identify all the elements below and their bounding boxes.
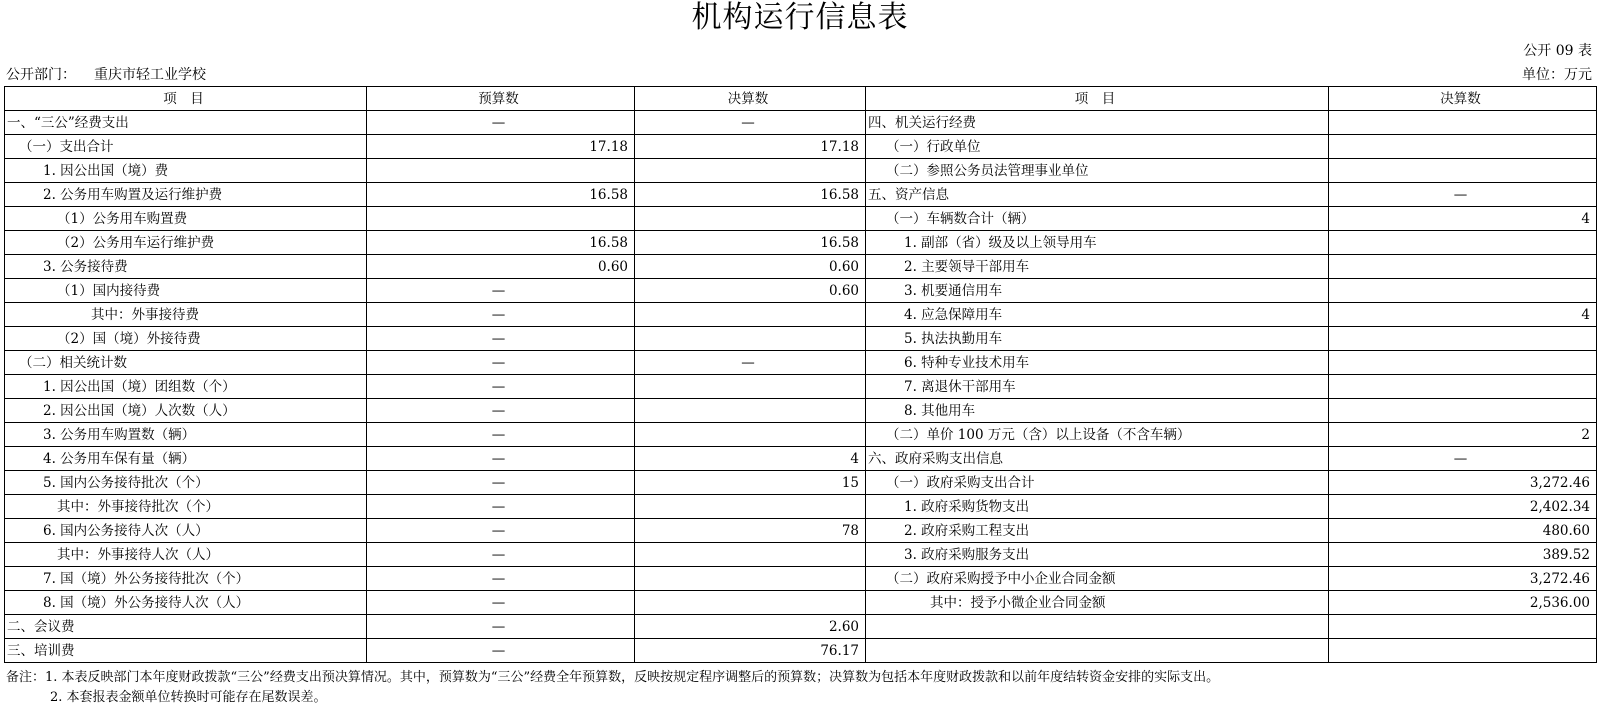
header-item: 项 目 — [5, 87, 367, 111]
row-item-right — [866, 615, 1329, 639]
row-budget: 17.18 — [367, 135, 635, 159]
row-item-right: 5. 执法执勤用车 — [866, 327, 1329, 351]
row-final-right — [1329, 111, 1597, 135]
row-final — [635, 375, 866, 399]
row-item: （2）公务用车运行维护费 — [5, 231, 367, 255]
row-item: 6. 国内公务接待人次（人） — [5, 519, 367, 543]
row-item-right: 6. 特种专业技术用车 — [866, 351, 1329, 375]
row-item: 1. 因公出国（境）费 — [5, 159, 367, 183]
note-line-1: 备注：1. 本表反映部门本年度财政拨款“三公”经费支出预决算情况。其中，预算数为“三公”经费全年预算数，反映按规定程序调整后的预算数；决算数为包括本年度财政拨款和以前年度结转资金安排的实际支出。 — [6, 670, 1220, 685]
row-item-right: 五、资产信息 — [866, 183, 1329, 207]
row-final: 16.58 — [635, 183, 866, 207]
row-final-right: — — [1329, 447, 1597, 471]
unit-label: 单位：万元 — [1522, 67, 1592, 83]
table-row — [5, 423, 1597, 447]
row-item-right: （二）政府采购授予中小企业合同金额 — [866, 567, 1329, 591]
row-final-right — [1329, 279, 1597, 303]
row-final: 15 — [635, 471, 866, 495]
row-item-right: 四、机关运行经费 — [866, 111, 1329, 135]
table-row — [5, 111, 1597, 135]
row-item: （2）国（境）外接待费 — [5, 327, 367, 351]
row-final — [635, 399, 866, 423]
row-budget: — — [367, 615, 635, 639]
row-budget: — — [367, 303, 635, 327]
row-budget: — — [367, 495, 635, 519]
row-final-right — [1329, 351, 1597, 375]
table-row — [5, 351, 1597, 375]
row-budget: — — [367, 567, 635, 591]
row-final-right: — — [1329, 183, 1597, 207]
row-budget: — — [367, 519, 635, 543]
row-item: （1）公务用车购置费 — [5, 207, 367, 231]
header-item-right: 项 目 — [866, 87, 1329, 111]
row-budget — [367, 207, 635, 231]
row-item: 7. 国（境）外公务接待批次（个） — [5, 567, 367, 591]
notes — [6, 668, 1219, 708]
table-row — [5, 567, 1597, 591]
row-final — [635, 423, 866, 447]
row-item-right: 2. 政府采购工程支出 — [866, 519, 1329, 543]
row-final: — — [635, 111, 866, 135]
row-item: 其中：外事接待人次（人） — [5, 543, 367, 567]
row-final: 17.18 — [635, 135, 866, 159]
table-row — [5, 519, 1597, 543]
row-budget: — — [367, 471, 635, 495]
row-item-right: （一）行政单位 — [866, 135, 1329, 159]
table-body — [5, 111, 1597, 663]
row-final-right — [1329, 135, 1597, 159]
table-row — [5, 591, 1597, 615]
table-row — [5, 327, 1597, 351]
row-final-right — [1329, 639, 1597, 663]
row-item: 其中：外事接待费 — [5, 303, 367, 327]
row-budget — [367, 159, 635, 183]
table-row — [5, 495, 1597, 519]
header-final-right: 决算数 — [1329, 87, 1597, 111]
row-final — [635, 495, 866, 519]
table-number: 公开 09 表 — [1523, 43, 1592, 59]
row-final-right: 4 — [1329, 207, 1597, 231]
row-item-right: 3. 政府采购服务支出 — [866, 543, 1329, 567]
row-budget: — — [367, 591, 635, 615]
row-final: 0.60 — [635, 279, 866, 303]
row-budget: 16.58 — [367, 231, 635, 255]
row-final-right — [1329, 255, 1597, 279]
row-item: （1）国内接待费 — [5, 279, 367, 303]
row-item: 二、会议费 — [5, 615, 367, 639]
header-row — [5, 87, 1597, 111]
row-item: （二）相关统计数 — [5, 351, 367, 375]
table-row — [5, 255, 1597, 279]
row-item-right: （二）参照公务员法管理事业单位 — [866, 159, 1329, 183]
row-final-right — [1329, 327, 1597, 351]
table-row — [5, 447, 1597, 471]
table-row — [5, 639, 1597, 663]
row-final — [635, 591, 866, 615]
row-item: 一、“三公”经费支出 — [5, 111, 367, 135]
header-final: 决算数 — [635, 87, 866, 111]
row-item: 3. 公务用车购置数（辆） — [5, 423, 367, 447]
row-item-right: 8. 其他用车 — [866, 399, 1329, 423]
row-final-right — [1329, 399, 1597, 423]
row-item: 8. 国（境）外公务接待人次（人） — [5, 591, 367, 615]
row-final — [635, 159, 866, 183]
table-row — [5, 615, 1597, 639]
table-row — [5, 303, 1597, 327]
row-item-right: 1. 政府采购货物支出 — [866, 495, 1329, 519]
row-final: 4 — [635, 447, 866, 471]
table-row — [5, 375, 1597, 399]
row-final-right: 2,536.00 — [1329, 591, 1597, 615]
table-row — [5, 399, 1597, 423]
row-budget: 16.58 — [367, 183, 635, 207]
row-final-right: 3,272.46 — [1329, 567, 1597, 591]
row-item-right: 其中：授予小微企业合同金额 — [866, 591, 1329, 615]
row-item-right: 1. 副部（省）级及以上领导用车 — [866, 231, 1329, 255]
row-budget: 0.60 — [367, 255, 635, 279]
row-final: 0.60 — [635, 255, 866, 279]
table-row — [5, 231, 1597, 255]
row-item-right: 7. 离退休干部用车 — [866, 375, 1329, 399]
table-row — [5, 471, 1597, 495]
row-final-right: 389.52 — [1329, 543, 1597, 567]
row-final: 2.60 — [635, 615, 866, 639]
row-item-right — [866, 639, 1329, 663]
row-budget: — — [367, 447, 635, 471]
note-line-2: 2. 本套报表金额单位转换时可能存在尾数误差。 — [50, 690, 327, 705]
table-row — [5, 543, 1597, 567]
department-name: 重庆市轻工业学校 — [94, 67, 206, 83]
row-final-right: 2 — [1329, 423, 1597, 447]
row-item-right: （一）车辆数合计（辆） — [866, 207, 1329, 231]
row-item: 3. 公务接待费 — [5, 255, 367, 279]
table-row — [5, 183, 1597, 207]
row-final-right: 480.60 — [1329, 519, 1597, 543]
row-final-right — [1329, 375, 1597, 399]
row-final — [635, 567, 866, 591]
row-item-right: 六、政府采购支出信息 — [866, 447, 1329, 471]
table-row — [5, 135, 1597, 159]
department-label: 公开部门： — [6, 67, 76, 83]
row-item-right: （二）单价 100 万元（含）以上设备（不含车辆） — [866, 423, 1329, 447]
table-row — [5, 159, 1597, 183]
row-final — [635, 543, 866, 567]
row-final-right: 2,402.34 — [1329, 495, 1597, 519]
row-budget: — — [367, 423, 635, 447]
row-budget: — — [367, 279, 635, 303]
row-budget: — — [367, 327, 635, 351]
row-item: 1. 因公出国（境）团组数（个） — [5, 375, 367, 399]
row-final — [635, 303, 866, 327]
row-item: 三、培训费 — [5, 639, 367, 663]
header-budget: 预算数 — [367, 87, 635, 111]
row-budget: — — [367, 375, 635, 399]
row-item-right: 3. 机要通信用车 — [866, 279, 1329, 303]
row-item-right: （一）政府采购支出合计 — [866, 471, 1329, 495]
row-final — [635, 327, 866, 351]
row-final-right: 4 — [1329, 303, 1597, 327]
row-final — [635, 207, 866, 231]
table-row — [5, 279, 1597, 303]
row-budget: — — [367, 543, 635, 567]
row-item: 2. 公务用车购置及运行维护费 — [5, 183, 367, 207]
department-line — [6, 66, 206, 84]
page-title: 机构运行信息表 — [691, 0, 909, 35]
row-final-right: 3,272.46 — [1329, 471, 1597, 495]
row-item-right: 4. 应急保障用车 — [866, 303, 1329, 327]
row-item: 4. 公务用车保有量（辆） — [5, 447, 367, 471]
row-item: 其中：外事接待批次（个） — [5, 495, 367, 519]
row-final: 76.17 — [635, 639, 866, 663]
row-final: — — [635, 351, 866, 375]
row-budget: — — [367, 639, 635, 663]
row-final-right — [1329, 159, 1597, 183]
row-item: （一）支出合计 — [5, 135, 367, 159]
row-final-right — [1329, 615, 1597, 639]
row-item: 2. 因公出国（境）人次数（人） — [5, 399, 367, 423]
row-budget: — — [367, 111, 635, 135]
row-budget: — — [367, 399, 635, 423]
table-row — [5, 207, 1597, 231]
row-item: 5. 国内公务接待批次（个） — [5, 471, 367, 495]
row-final-right — [1329, 231, 1597, 255]
row-item-right: 2. 主要领导干部用车 — [866, 255, 1329, 279]
row-final: 78 — [635, 519, 866, 543]
info-table — [4, 86, 1597, 663]
row-budget: — — [367, 351, 635, 375]
row-final: 16.58 — [635, 231, 866, 255]
